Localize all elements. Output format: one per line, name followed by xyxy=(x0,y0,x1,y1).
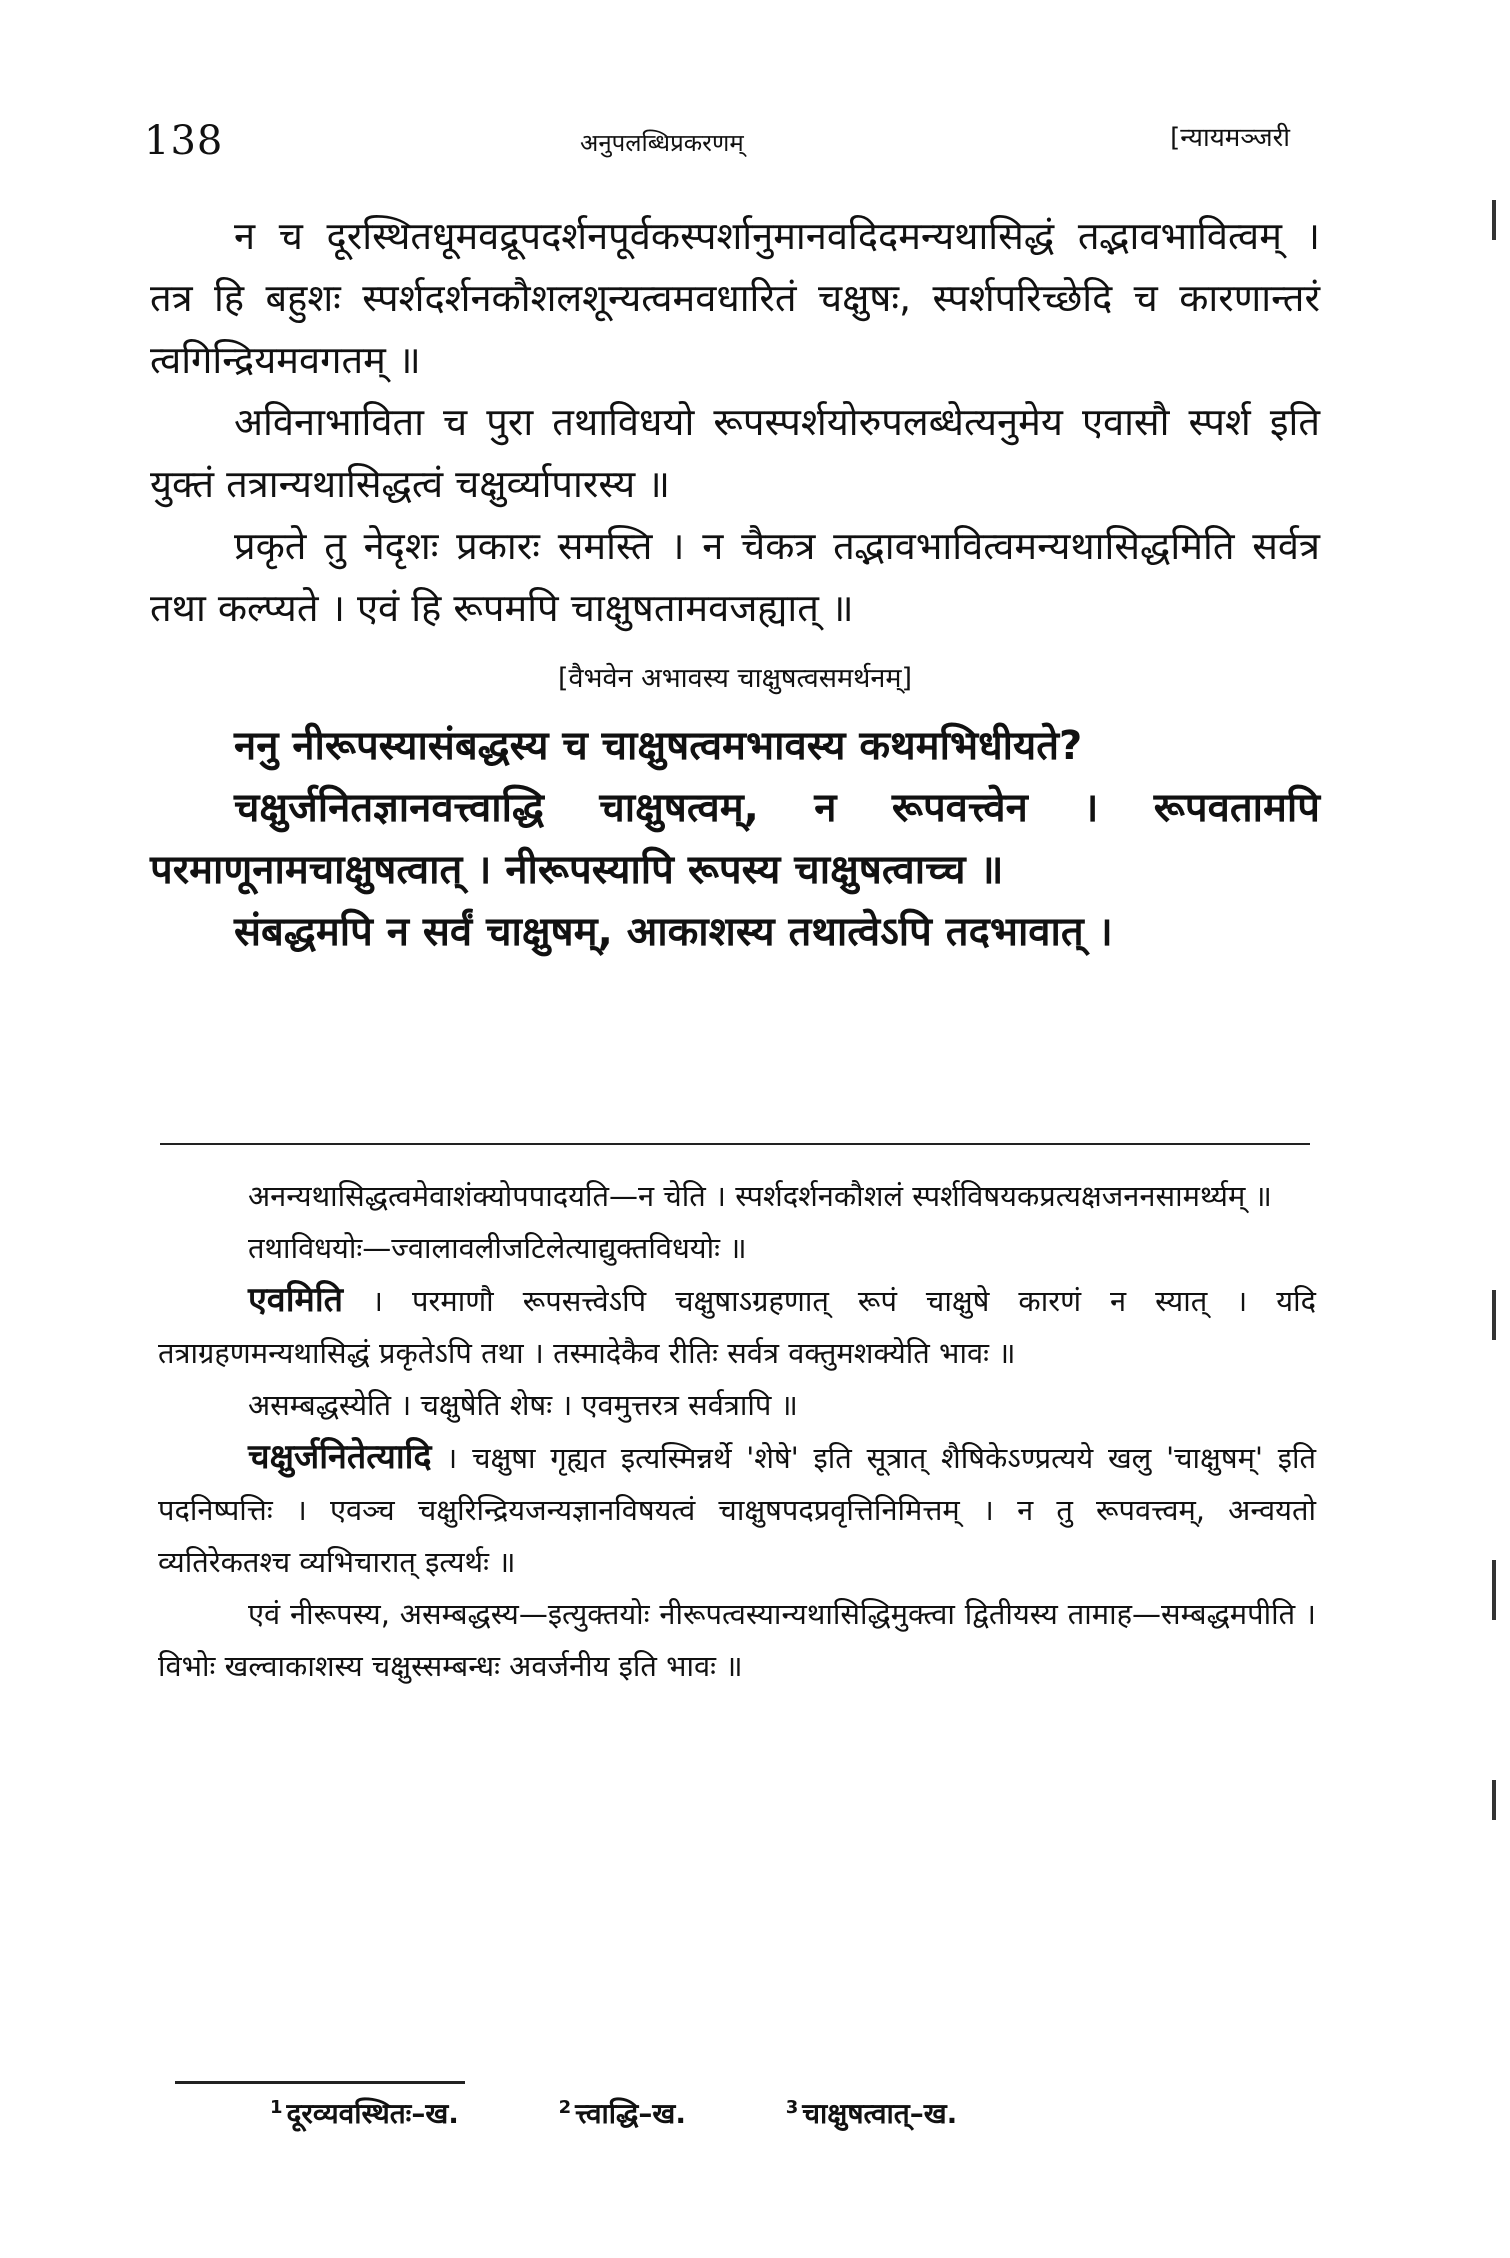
commentary xyxy=(158,1170,1316,1692)
book-title: [न्यायमञ्जरी xyxy=(1170,123,1290,153)
page-number: 138 xyxy=(144,118,224,164)
commentary-gloss: । चक्षुषा गृह्यत इत्यस्मिन्नर्थे 'शेषे' इति सूत्रात् शैषिकेऽण्प्रत्यये खलु 'चाक्षुषम्' इति पदनिष्पत्तिः । एवञ्च चक्षुरिन्द्रियजन्यज्ञानविषयत्वं चाक्षुषपदप्रवृत्तिनिमित्तम् । न तु रूपवत्त्वम्, अन्वयतो व्यतिरेकतश्च व्यभिचारात् इत्यर्थः ॥ xyxy=(158,1441,1316,1579)
main-paragraph-3: प्रकृते तु नेदृशः प्रकारः समस्ति । न चैकत्र तद्भावभावित्वमन्यथासिद्धमिति सर्वत्र तथा कल्प्यते । एवं हि रूपमपि चाक्षुषतामवजह्यात् ॥ xyxy=(150,524,1320,630)
margin-scan-mark xyxy=(1492,200,1496,240)
commentary-paragraph-2: तथाविधयोः—ज्वालावलीजटिलेत्याद्युक्तविधयोः ॥ xyxy=(248,1231,747,1265)
footnote-text: त्त्वाद्धि–ख. xyxy=(575,2097,686,2130)
main-paragraph-2: अविनाभाविता च पुरा तथाविधयो रूपस्पर्शयोरुपलब्धेत्यनुमेय एवासौ स्पर्श इति युक्तं तत्रान्यथासिद्धत्वं चक्षुर्व्यापारस्य ॥ xyxy=(150,400,1320,506)
commentary-lemma: एवमिति xyxy=(248,1280,344,1320)
footnote-1 xyxy=(270,2097,459,2130)
footnote-rule xyxy=(175,2081,465,2084)
main-paragraph-6: संबद्धमपि न सर्वं चाक्षुषम्, आकाशस्य तथात्वेऽपि तदभावात् । xyxy=(234,909,1113,955)
running-title: अनुपलब्धिप्रकरणम् xyxy=(580,129,744,157)
commentary-lemma: चक्षुर्जनितेत्यादि xyxy=(248,1437,432,1477)
footnote-text: दूरव्यवस्थितः–ख. xyxy=(286,2097,459,2130)
commentary-paragraph-4: असम्बद्धस्येति । चक्षुषेति शेषः । एवमुत्तरत्र सर्वत्रापि ॥ xyxy=(248,1388,798,1422)
footnote-marker: 2 xyxy=(558,2096,572,2118)
main-text xyxy=(150,205,1320,963)
footnotes xyxy=(270,2094,957,2132)
commentary-paragraph-1: अनन्यथासिद्धत्वमेवाशंक्योपपादयति—न चेति । स्पर्शदर्शनकौशलं स्पर्शविषयकप्रत्यक्षजननसामर्थ्यम् ॥ xyxy=(248,1179,1272,1213)
footnote-marker: 3 xyxy=(785,2096,799,2118)
commentary-paragraph-3 xyxy=(158,1274,1316,1379)
section-heading: [वैभवेन अभावस्य चाक्षुषत्वसमर्थनम्] xyxy=(557,663,913,694)
margin-scan-mark xyxy=(1492,1290,1496,1340)
margin-scan-mark xyxy=(1492,1780,1496,1820)
text-commentary-divider xyxy=(160,1143,1310,1145)
main-paragraph-5: चक्षुर्जनितज्ञानवत्त्वाद्धि चाक्षुषत्वम्, न रूपवत्त्वेन । रूपवतामपि परमाणूनामचाक्षुषत्वात् । नीरूपस्यापि रूपस्य चाक्षुषत्वाच्च ॥ xyxy=(150,785,1320,893)
commentary-gloss: । परमाणौ रूपसत्त्वेऽपि चक्षुषाऽग्रहणात् रूपं चाक्षुषे कारणं न स्यात् । यदि तत्राग्रहणमन्यथासिद्धं प्रकृतेऽपि तथा । तस्मादेकैव रीतिः सर्वत्र वक्तुमशक्येति भावः ॥ xyxy=(158,1284,1316,1370)
page-header xyxy=(140,110,1300,170)
commentary-paragraph-5 xyxy=(158,1431,1316,1588)
footnote-3 xyxy=(786,2097,958,2130)
footnote-marker: 1 xyxy=(270,2096,283,2118)
main-paragraph-1: न च दूरस्थितधूमवद्रूपदर्शनपूर्वकस्पर्शानुमानवदिदमन्यथासिद्धं तद्भावभावित्वम् । तत्र हि बहुशः स्पर्शदर्शनकौशलशून्यत्वमवधारितं चक्षुषः, स्पर्शपरिच्छेदि च कारणान्तरं त्वगिन्द्रियमवगतम् ॥ xyxy=(150,214,1320,382)
margin-scan-mark xyxy=(1492,1560,1496,1620)
footnote-text: चाक्षुषत्वात्–ख. xyxy=(802,2097,958,2130)
footnote-2 xyxy=(559,2097,686,2130)
commentary-paragraph-6: एवं नीरूपस्य, असम्बद्धस्य—इत्युक्तयोः नीरूपत्वस्यान्यथासिद्धिमुक्त्वा द्वितीयस्य तामाह—सम्बद्धमपीति । विभोः खल्वाकाशस्य चक्षुस्सम्बन्धः अवर्जनीय इति भावः ॥ xyxy=(158,1597,1316,1683)
main-paragraph-4: ननु नीरूपस्यासंबद्धस्य च चाक्षुषत्वमभावस्य कथमभिधीयते? xyxy=(234,723,1083,769)
